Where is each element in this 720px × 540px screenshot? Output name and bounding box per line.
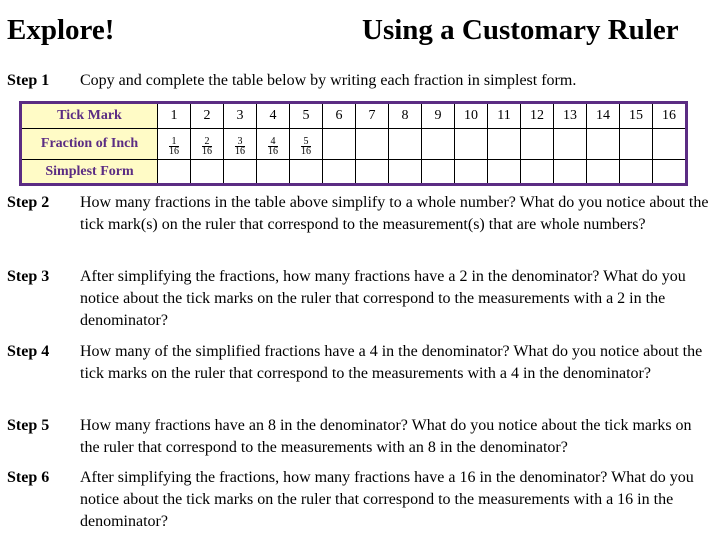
empty-cell [290,160,323,185]
tick-cell: 6 [323,103,356,129]
simplest-form-row [21,160,687,185]
step-label: Step 1 [7,72,50,89]
tick-cell: 4 [257,103,290,129]
row-header-tick-mark: Tick Mark [21,103,158,129]
empty-cell [455,160,488,185]
numerator: 1 [171,135,177,147]
fraction-cell [257,129,290,160]
step-label: Step 6 [7,469,50,486]
step-label: Step 4 [7,343,50,360]
denominator: 16 [235,145,245,157]
step-5 [7,415,715,459]
empty-cell [653,160,687,185]
tick-cell: 3 [224,103,257,129]
tick-cell: 7 [356,103,389,129]
empty-cell [158,160,191,185]
explore-heading: Explore! [7,14,115,46]
tick-cell: 2 [191,103,224,129]
tick-cell: 5 [290,103,323,129]
step-label: Step 3 [7,268,50,285]
fraction [268,137,278,156]
denominator: 16 [301,145,311,157]
row-header-fraction: Fraction of Inch [21,129,158,160]
empty-cell [257,160,290,185]
tick-cell: 12 [521,103,554,129]
fraction [202,137,212,156]
row-header-simplest-form: Simplest Form [21,160,158,185]
denominator: 16 [202,145,212,157]
tick-cell: 15 [620,103,653,129]
empty-cell [389,129,422,160]
step-text: After simplifying the fractions, how many fractions have a 2 in the denominator? What do you notice about the tick marks on the ruler that correspond to the measurements with a 2 in the denominator? [80,268,686,329]
step-text: Copy and complete the table below by writing each fraction in simplest form. [80,72,577,89]
tick-cell: 16 [653,103,687,129]
step-4 [7,341,715,385]
empty-cell [587,129,620,160]
numerator: 5 [303,135,309,147]
empty-cell [521,129,554,160]
empty-cell [554,129,587,160]
empty-cell [323,129,356,160]
empty-cell [422,160,455,185]
tick-cell: 13 [554,103,587,129]
step-1 [7,70,715,92]
fraction-cell [290,129,323,160]
step-2 [7,192,715,236]
step-text: How many of the simplified fractions have a 4 in the denominator? What do you notice about the tick marks on the ruler that correspond to the measurements with a 4 in the denominator? [80,343,703,382]
empty-cell [521,160,554,185]
fraction-cell [224,129,257,160]
fraction [301,137,311,156]
empty-cell [356,129,389,160]
empty-cell [191,160,224,185]
tick-cell: 9 [422,103,455,129]
numerator: 4 [270,135,276,147]
empty-cell [389,160,422,185]
fraction-cell [191,129,224,160]
empty-cell [620,160,653,185]
page-title: Using a Customary Ruler [362,14,679,46]
tick-cell: 8 [389,103,422,129]
empty-cell [422,129,455,160]
denominator: 16 [268,145,278,157]
empty-cell [653,129,687,160]
denominator: 16 [169,145,179,157]
step-3 [7,266,715,332]
empty-cell [488,129,521,160]
numerator: 3 [237,135,243,147]
empty-cell [587,160,620,185]
numerator: 2 [204,135,210,147]
step-label: Step 5 [7,417,50,434]
fraction-cell [158,129,191,160]
fraction [235,137,245,156]
fraction-row [21,129,687,160]
empty-cell [554,160,587,185]
empty-cell [620,129,653,160]
tick-cell: 1 [158,103,191,129]
tick-cell: 11 [488,103,521,129]
step-label: Step 2 [7,194,50,211]
empty-cell [323,160,356,185]
step-text: After simplifying the fractions, how many fractions have a 16 in the denominator? What do you notice about the tick marks on the ruler that correspond to the measurements with a 16 in the denominator? [80,469,694,530]
empty-cell [224,160,257,185]
empty-cell [356,160,389,185]
step-text: How many fractions in the table above simplify to a whole number? What do you notice about the tick mark(s) on the ruler that correspond to the measurement(s) that are whole numbers? [80,194,709,233]
empty-cell [488,160,521,185]
tick-mark-row [21,103,687,129]
tick-cell: 10 [455,103,488,129]
step-text: How many fractions have an 8 in the denominator? What do you notice about the tick marks on the ruler that correspond to the measurements with an 8 in the denominator? [80,417,692,456]
step-6 [7,467,715,533]
fraction [169,137,179,156]
fraction-table [19,101,688,186]
empty-cell [455,129,488,160]
tick-cell: 14 [587,103,620,129]
